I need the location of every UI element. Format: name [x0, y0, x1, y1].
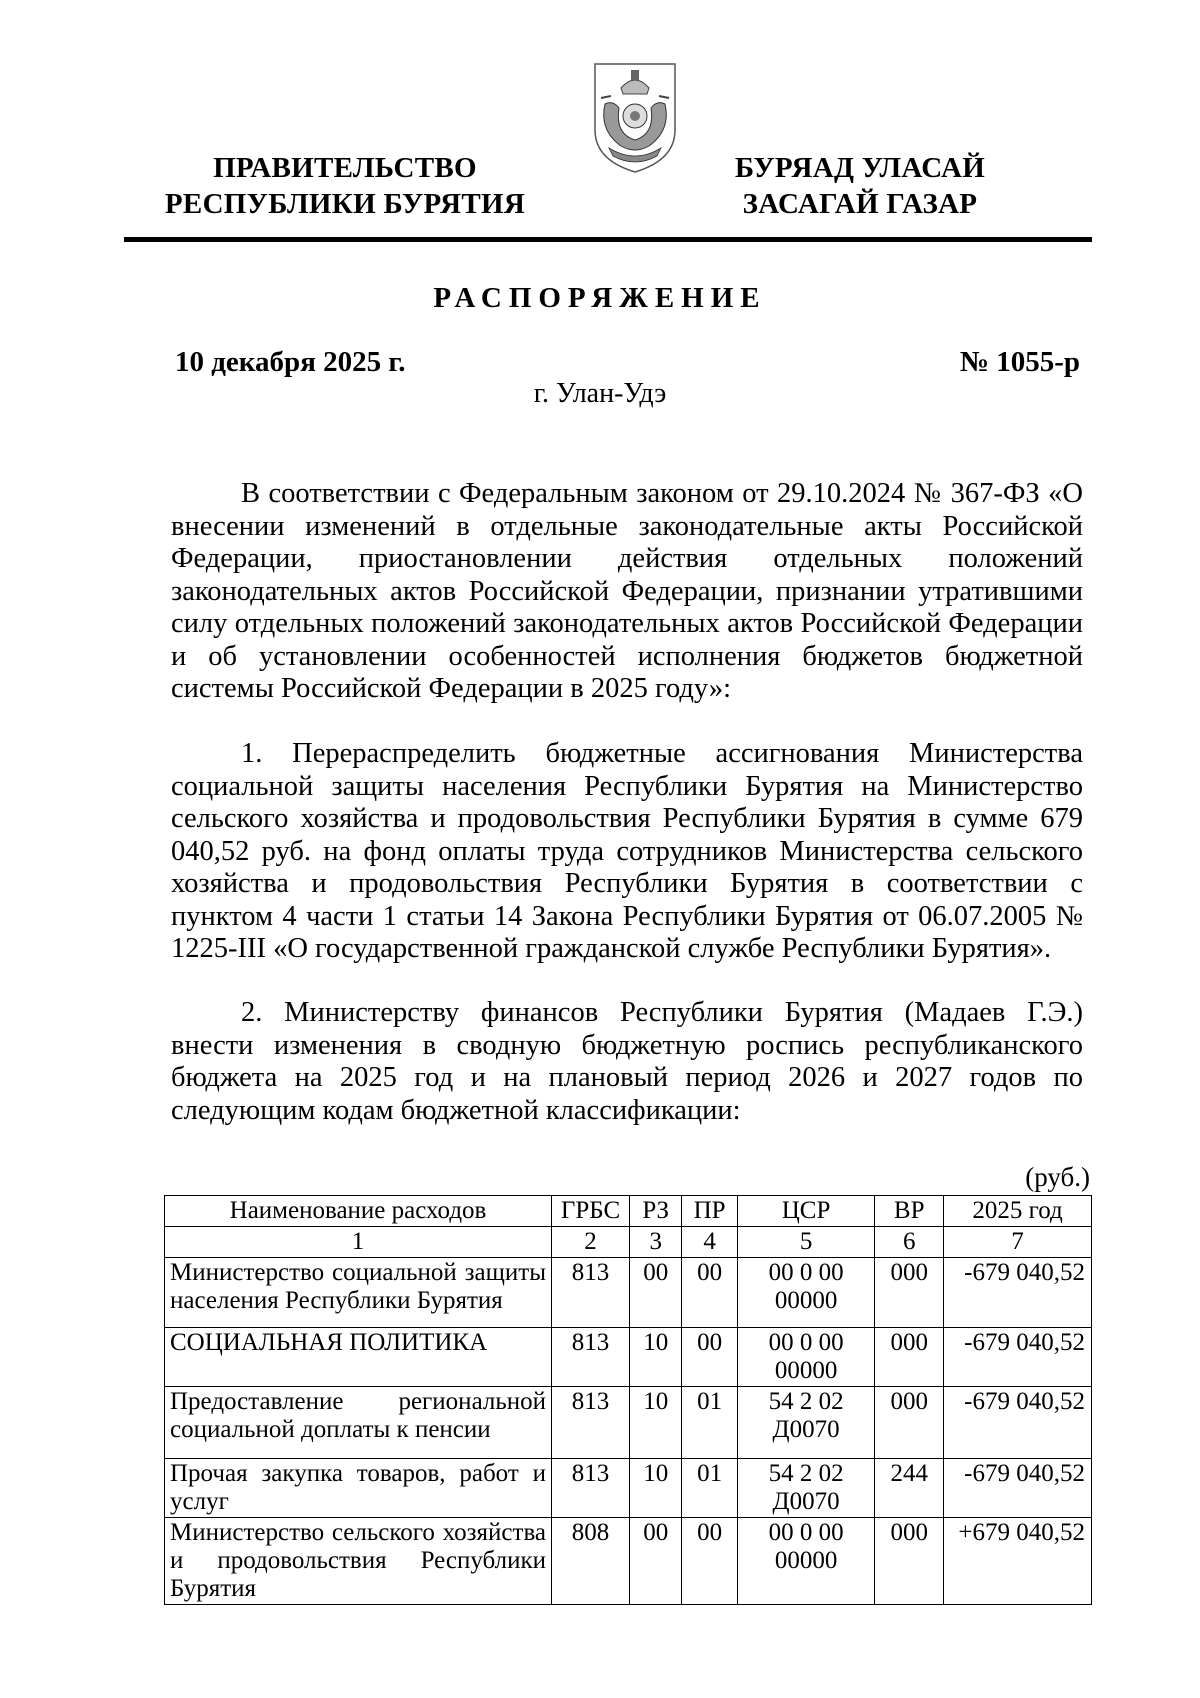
- cell-name: Министерство социальной защиты населения Республики Бурятия: [165, 1258, 552, 1328]
- document-title: РАСПОРЯЖЕНИЕ: [433, 282, 767, 314]
- paragraph-item-2: 2. Министерству финансов Республики Бурятия (Мадаев Г.Э.) внести изменения в сводную бюджетную роспись республиканского бюджета на 2025 год и на плановый период 2026 и 2027 годов по следующим кодам бюджетной классификации:: [171, 997, 1083, 1126]
- cell-vr: 000: [875, 1328, 944, 1387]
- column-number: 4: [682, 1227, 737, 1258]
- cell-name: Министерство сельского хозяйства и продовольствия Республики Бурятия: [165, 1518, 552, 1605]
- cell-csr: 00 0 00 00000: [737, 1518, 875, 1605]
- table-row: [165, 1518, 1092, 1605]
- document-number: № 1055-р: [959, 346, 1080, 378]
- table-unit: (руб.): [1025, 1162, 1090, 1192]
- column-header: ПР: [682, 1196, 737, 1227]
- cell-rz: 00: [630, 1258, 682, 1328]
- table-row: [165, 1258, 1092, 1328]
- cell-name: Прочая закупка товаров, работ и услуг: [165, 1459, 552, 1518]
- header-left: [160, 150, 530, 222]
- header-right-line2: ЗАСАГАЙ ГАЗАР: [742, 188, 978, 220]
- cell-pr: 01: [682, 1387, 737, 1459]
- cell-csr: 54 2 02 Д0070: [737, 1387, 875, 1459]
- cell-amount: -679 040,52: [944, 1387, 1092, 1459]
- cell-vr: 000: [875, 1258, 944, 1328]
- cell-grbs: 813: [552, 1459, 630, 1518]
- column-header: ГРБС: [552, 1196, 630, 1227]
- cell-csr: 54 2 02 Д0070: [737, 1459, 875, 1518]
- cell-pr: 00: [682, 1518, 737, 1605]
- cell-pr: 00: [682, 1258, 737, 1328]
- column-number: 6: [875, 1227, 944, 1258]
- cell-amount: -679 040,52: [944, 1459, 1092, 1518]
- cell-vr: 000: [875, 1518, 944, 1605]
- paragraph-preamble: В соответствии с Федеральным законом от 29.10.2024 № 367-ФЗ «О внесении изменений в отдельные законодательные акты Российской Федерации, приостановлении действия отдельных положений законодательных актов Российской Федерации, признании утратившими силу отдельных положений законодательных актов Российской Федерации и об установлении особенностей исполнения бюджетов бюджетной системы Российской Федерации в 2025 году»:: [171, 478, 1083, 704]
- table-row: [165, 1328, 1092, 1387]
- column-number: 3: [630, 1227, 682, 1258]
- cell-rz: 10: [630, 1328, 682, 1387]
- header-right-line1: БУРЯАД УЛАСАЙ: [734, 152, 986, 184]
- table-row: [165, 1459, 1092, 1518]
- cell-amount: -679 040,52: [944, 1328, 1092, 1387]
- cell-vr: 000: [875, 1387, 944, 1459]
- cell-pr: 01: [682, 1459, 737, 1518]
- cell-rz: 10: [630, 1387, 682, 1459]
- table-row: [165, 1387, 1092, 1459]
- column-header: Наименование расходов: [165, 1196, 552, 1227]
- cell-amount: +679 040,52: [944, 1518, 1092, 1605]
- cell-csr: 00 0 00 00000: [737, 1328, 875, 1387]
- column-header: 2025 год: [944, 1196, 1092, 1227]
- column-number: 1: [165, 1227, 552, 1258]
- cell-amount: -679 040,52: [944, 1258, 1092, 1328]
- cell-rz: 00: [630, 1518, 682, 1605]
- header-left-line1: ПРАВИТЕЛЬСТВО: [213, 152, 477, 184]
- cell-vr: 244: [875, 1459, 944, 1518]
- table-number-row: [165, 1227, 1092, 1258]
- header-divider: [124, 237, 1092, 242]
- budget-table: [164, 1195, 1092, 1605]
- cell-csr: 00 0 00 00000: [737, 1258, 875, 1328]
- paragraph-item-1: 1. Перераспределить бюджетные ассигнования Министерства социальной защиты населения Республики Бурятия на Министерство сельского хозяйства и продовольствия Республики Бурятия в сумме 679 040,52 руб. на фонд оплаты труда сотрудников Министерства сельского хозяйства и продовольствия Республики Бурятия в соответствии с пунктом 4 части 1 статьи 14 Закона Республики Бурятия от 06.07.2005 № 1225-III «О государственной гражданской службе Республики Бурятия».: [171, 738, 1083, 964]
- cell-grbs: 813: [552, 1387, 630, 1459]
- header-right: [690, 150, 1030, 222]
- table-header-row: [165, 1196, 1092, 1227]
- cell-grbs: 813: [552, 1258, 630, 1328]
- column-header: ВР: [875, 1196, 944, 1227]
- column-header: РЗ: [630, 1196, 682, 1227]
- coat-of-arms-icon: [591, 60, 679, 176]
- cell-rz: 10: [630, 1459, 682, 1518]
- column-number: 5: [737, 1227, 875, 1258]
- document-date: 10 декабря 2025 г.: [175, 346, 406, 378]
- cell-grbs: 808: [552, 1518, 630, 1605]
- cell-name: Предоставление региональной социальной доплаты к пенсии: [165, 1387, 552, 1459]
- cell-name: СОЦИАЛЬНАЯ ПОЛИТИКА: [165, 1328, 552, 1387]
- column-number: 7: [944, 1227, 1092, 1258]
- column-header: ЦСР: [737, 1196, 875, 1227]
- header-left-line2: РЕСПУБЛИКИ БУРЯТИЯ: [164, 188, 526, 220]
- cell-pr: 00: [682, 1328, 737, 1387]
- column-number: 2: [552, 1227, 630, 1258]
- document-city: г. Улан-Удэ: [533, 378, 667, 409]
- cell-grbs: 813: [552, 1328, 630, 1387]
